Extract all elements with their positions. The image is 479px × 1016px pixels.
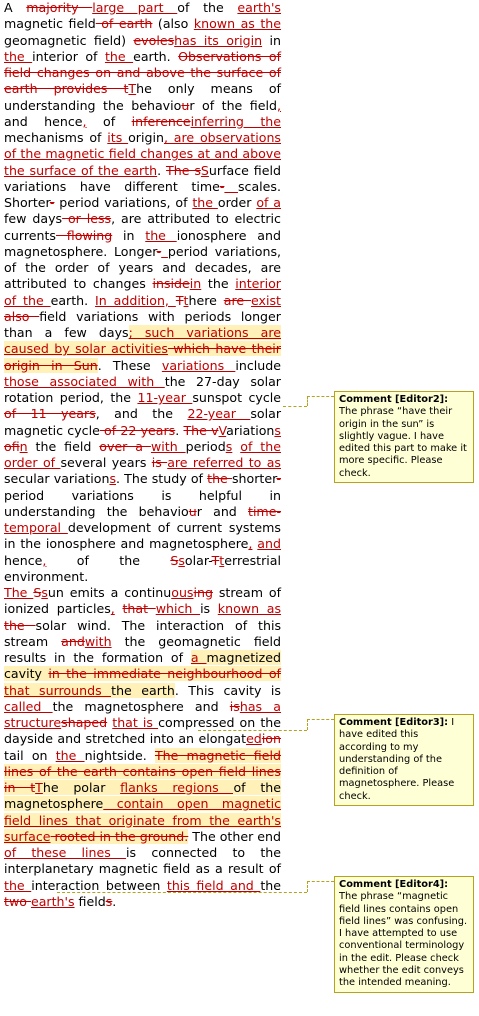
plain-text: secular variation bbox=[4, 471, 110, 487]
comment-connector-line bbox=[307, 396, 308, 406]
inserted-text: , bbox=[42, 552, 47, 568]
deleted-text: which have their origin in Sun bbox=[4, 341, 281, 373]
inserted-text: are referred to as bbox=[167, 455, 281, 470]
comment-label: Comment [Editor4]: bbox=[339, 879, 449, 890]
commented-text: magnetized cavity bbox=[4, 650, 281, 682]
comment-connector-line bbox=[307, 881, 308, 892]
deleted-text: is bbox=[229, 698, 240, 714]
inserted-text: exist bbox=[251, 292, 281, 308]
deleted-text: S bbox=[33, 585, 42, 600]
document-body bbox=[4, 0, 281, 910]
inserted-text: The bbox=[4, 585, 34, 600]
plain-text: include bbox=[235, 357, 281, 373]
inserted-text: 11-year bbox=[137, 390, 193, 405]
plain-text: solar wind. The interaction of this stream bbox=[4, 617, 282, 649]
deleted-text: - bbox=[219, 178, 225, 194]
deleted-text: T bbox=[211, 552, 220, 568]
deleted-text: of 11 years bbox=[4, 406, 96, 422]
deleted-text: over a bbox=[99, 438, 151, 454]
deleted-text: of 22 years bbox=[99, 422, 176, 438]
plain-text: un emits a continu bbox=[47, 585, 172, 600]
plain-text: The other end bbox=[188, 828, 281, 844]
inserted-text: , bbox=[248, 536, 253, 552]
plain-text: interior of bbox=[32, 48, 105, 64]
plain-text: several years bbox=[60, 455, 152, 470]
plain-text: . This cavity is bbox=[174, 682, 281, 698]
deleted-text: - bbox=[156, 243, 162, 259]
plain-text: origin bbox=[128, 130, 164, 145]
inserted-text: In addition, bbox=[95, 292, 176, 308]
comment-connector-line bbox=[307, 719, 308, 730]
deleted-text: also bbox=[4, 308, 40, 324]
inserted-text: the bbox=[145, 227, 177, 243]
comment-connector-line bbox=[307, 881, 334, 882]
inserted-text: known as the bbox=[193, 16, 282, 32]
inserted-text bbox=[161, 244, 168, 259]
inserted-text: in bbox=[189, 276, 202, 292]
plain-text: mechanisms of bbox=[4, 130, 108, 145]
plain-text: in bbox=[262, 32, 282, 48]
inserted-text: T bbox=[35, 780, 43, 795]
plain-text: is bbox=[200, 601, 218, 617]
deleted-text: u bbox=[181, 97, 190, 113]
plain-text: ionosphere and magnetosphere. Longer bbox=[4, 227, 281, 259]
plain-text: the bbox=[201, 276, 236, 292]
plain-text: the geomagnetic field results in the formation of bbox=[4, 633, 281, 665]
comment-balloon-editor2[interactable] bbox=[334, 391, 474, 483]
deleted-text: evoles bbox=[133, 32, 175, 48]
plain-text: A bbox=[4, 0, 27, 15]
plain-text: nightside. bbox=[84, 747, 155, 763]
plain-text: of the bbox=[46, 552, 171, 568]
plain-text: urface field variations have different time bbox=[4, 162, 281, 194]
deleted-text: of earth bbox=[95, 16, 153, 32]
inserted-text: earth's bbox=[237, 0, 281, 15]
plain-text: . The study of bbox=[116, 471, 208, 487]
plain-text: the 27-day solar rotation period, the bbox=[4, 373, 281, 405]
comment-balloon-editor4[interactable] bbox=[334, 876, 474, 993]
inserted-text: its bbox=[107, 130, 129, 145]
plain-text: , and the bbox=[95, 406, 188, 422]
inserted-text: s bbox=[41, 585, 48, 600]
inserted-text: t bbox=[183, 292, 189, 308]
inserted-text: with bbox=[84, 633, 112, 649]
plain-text: few days bbox=[4, 211, 63, 227]
paragraph-solar-wind bbox=[4, 585, 281, 910]
comment-highlight bbox=[120, 780, 233, 795]
deleted-text: shaped bbox=[61, 715, 108, 730]
inserted-text: called bbox=[4, 698, 53, 714]
plain-text: in bbox=[112, 227, 146, 243]
deleted-text: majority bbox=[26, 0, 93, 15]
inserted-text: and bbox=[257, 536, 281, 552]
inserted-text: has a structure bbox=[4, 698, 282, 730]
comment-label: Comment [Editor2]: bbox=[339, 394, 449, 405]
plain-text: interaction between bbox=[31, 877, 167, 893]
inserted-text: which bbox=[155, 601, 201, 617]
inserted-text: T bbox=[128, 81, 137, 97]
inserted-text: this field and bbox=[166, 877, 261, 893]
plain-text: of bbox=[86, 113, 132, 129]
comment-highlight bbox=[43, 780, 120, 795]
comment-connector-line bbox=[307, 719, 334, 720]
inserted-text: those associated with bbox=[4, 373, 165, 389]
paragraph-geomagnetic-field bbox=[4, 0, 281, 585]
plain-text: earth. bbox=[50, 292, 96, 308]
deleted-text: T bbox=[175, 292, 184, 308]
deleted-text: S bbox=[170, 552, 179, 568]
deleted-text: inside bbox=[152, 276, 190, 292]
plain-text: order bbox=[217, 195, 257, 210]
comment-connector-line bbox=[198, 730, 307, 731]
plain-text: here bbox=[188, 292, 224, 308]
comment-text: The phrase “magnetic field lines contains open field lines” was confusing. I have attempted to use conventional terminology in the edit. Please check whether the edit conveys the intended meaning. bbox=[339, 891, 468, 989]
plain-text: . These bbox=[97, 357, 162, 373]
plain-text: errestrial environment. bbox=[4, 552, 281, 584]
comment-highlight bbox=[111, 683, 175, 698]
comment-balloon-editor3[interactable] bbox=[334, 714, 474, 806]
deleted-text: s bbox=[105, 893, 113, 909]
plain-text: . bbox=[175, 422, 184, 438]
plain-text: scales. Shorter bbox=[4, 178, 281, 210]
inserted-text: flanks regions bbox=[120, 780, 234, 795]
inserted-text: ous bbox=[171, 585, 194, 600]
plain-text: period variations is helpful in understanding the behavio bbox=[4, 487, 281, 519]
inserted-text: in bbox=[19, 438, 28, 454]
deleted-text: in the immediate neighbourhood of bbox=[48, 666, 281, 682]
inserted-text: the bbox=[4, 48, 33, 64]
inserted-text: inferring the bbox=[190, 113, 281, 129]
plain-text: the bbox=[260, 877, 282, 893]
commented-text: the earth bbox=[111, 682, 175, 698]
deleted-text: flowing bbox=[56, 227, 113, 243]
deleted-text: two bbox=[4, 893, 31, 909]
inserted-text: S bbox=[200, 162, 209, 178]
deleted-text: the bbox=[207, 471, 232, 487]
commented-text: he polar bbox=[42, 780, 121, 795]
comment-text: I have edited this according to my understanding of the definition of magnetosphere. Please check. bbox=[339, 717, 455, 802]
deleted-text: The magnetic field lines of the earth contains open field lines in t bbox=[4, 747, 281, 795]
deleted-text: are bbox=[223, 292, 251, 308]
inserted-text: the bbox=[192, 195, 218, 210]
deleted-text: or less bbox=[62, 211, 112, 227]
inserted-text: earth's bbox=[30, 893, 75, 909]
inserted-text: that is bbox=[112, 715, 159, 730]
deleted-text: the bbox=[4, 617, 36, 633]
plain-text: field variations with periods longer than a few days bbox=[4, 308, 281, 340]
plain-text: is connected to the interplanetary magnetic field as a result of bbox=[4, 845, 281, 877]
inserted-text: variations bbox=[161, 357, 236, 373]
inserted-text: of these lines bbox=[4, 845, 127, 860]
deleted-text: inference bbox=[131, 113, 191, 129]
plain-text: development of current systems in the ionosphere and magnetosphere bbox=[4, 520, 281, 552]
inserted-text: with bbox=[150, 438, 186, 454]
plain-text: olar- bbox=[184, 552, 212, 568]
plain-text: tail on bbox=[4, 747, 56, 763]
inserted-text: the bbox=[104, 48, 134, 64]
inserted-text: s bbox=[109, 471, 117, 487]
inserted-text: that surrounds bbox=[4, 682, 112, 698]
plain-text: solar magnetic cycle bbox=[4, 406, 282, 438]
deleted-text: ion bbox=[261, 731, 281, 747]
inserted-text: V bbox=[218, 422, 227, 438]
plain-text: shorter bbox=[231, 471, 277, 487]
comment-highlight bbox=[191, 650, 207, 665]
inserted-text: has its origin bbox=[174, 32, 263, 48]
comment-text: The phrase “have their origin in the sun” is slightly vague. I have edited this part to make it more specific. Please check. bbox=[339, 406, 467, 479]
deleted-text: Observations of field changes on and above the surface of earth provides t bbox=[4, 48, 281, 97]
plain-text: . bbox=[157, 162, 167, 178]
plain-text: , are attributed to electric currents bbox=[4, 211, 281, 243]
plain-text: field bbox=[74, 893, 106, 909]
plain-text: the magnetosphere and bbox=[52, 698, 230, 714]
deleted-text: - bbox=[49, 195, 55, 210]
inserted-text: s bbox=[274, 422, 281, 438]
comment-connector-line bbox=[283, 406, 307, 407]
inserted-text: , bbox=[82, 113, 87, 129]
comment-label: Comment [Editor3]: bbox=[339, 717, 449, 728]
plain-text: . bbox=[112, 893, 117, 909]
inserted-text: large part bbox=[92, 0, 178, 15]
inserted-text: 22-year bbox=[187, 406, 251, 422]
deleted-text: is bbox=[151, 455, 168, 470]
comment-highlight bbox=[4, 683, 111, 698]
inserted-text bbox=[224, 179, 238, 194]
plain-text: he only means of understanding the behavio bbox=[4, 81, 281, 113]
inserted-text: temporal bbox=[4, 520, 68, 535]
deleted-text: of bbox=[4, 438, 20, 454]
plain-text: geomagnetic field) bbox=[4, 32, 134, 48]
deleted-text: rooted in the ground. bbox=[50, 828, 189, 844]
inserted-text: a bbox=[190, 650, 207, 665]
plain-text: of the bbox=[177, 0, 238, 15]
plain-text: earth. bbox=[133, 48, 179, 64]
comment-connector-line bbox=[57, 892, 307, 893]
plain-text: period bbox=[185, 438, 226, 454]
plain-text: the field bbox=[27, 438, 100, 454]
plain-text: and hence bbox=[4, 113, 83, 129]
inserted-text: of the order of bbox=[4, 438, 281, 470]
inserted-text: , bbox=[276, 97, 281, 113]
inserted-text: the bbox=[4, 877, 32, 893]
deleted-text: that bbox=[122, 601, 156, 617]
deleted-text: The v bbox=[183, 422, 219, 438]
plain-text: (also bbox=[152, 16, 194, 32]
inserted-text: s bbox=[178, 552, 185, 568]
inserted-text: , are observations of the magnetic field changes at and above the surface of the earth bbox=[4, 130, 281, 178]
inserted-text: t bbox=[219, 552, 225, 568]
plain-text: r of the field bbox=[189, 97, 277, 113]
inserted-text: interior of the bbox=[4, 276, 281, 308]
plain-text: r and bbox=[196, 503, 248, 519]
deleted-text: time- bbox=[248, 503, 281, 519]
inserted-text: of a bbox=[256, 195, 282, 210]
comment-highlight bbox=[48, 666, 281, 681]
plain-text: magnetic field bbox=[4, 16, 96, 32]
deleted-text: and bbox=[61, 633, 85, 649]
plain-text: ariation bbox=[226, 422, 275, 438]
inserted-text: known as bbox=[217, 601, 281, 617]
deleted-text: The s bbox=[166, 162, 201, 178]
inserted-text: ed bbox=[246, 731, 262, 747]
plain-text: sunspot cycle bbox=[192, 390, 282, 405]
comment-highlight bbox=[35, 780, 43, 795]
plain-text: period variations, of bbox=[54, 195, 193, 210]
commented-text: of the magnetosphere bbox=[4, 780, 281, 812]
inserted-text: ; such variations are caused by solar activities bbox=[4, 325, 281, 357]
inserted-text: contain open magnetic field lines that originate from the earth's surface bbox=[4, 796, 281, 844]
inserted-text: , bbox=[110, 601, 115, 617]
deleted-text: - bbox=[276, 471, 281, 487]
plain-text: hence bbox=[4, 552, 43, 568]
comment-highlight bbox=[51, 829, 189, 844]
inserted-text: s bbox=[225, 438, 233, 454]
inserted-text: the bbox=[55, 747, 85, 763]
deleted-text: ing bbox=[193, 585, 213, 600]
deleted-text: u bbox=[188, 503, 197, 519]
plain-text: stream of ionized particles bbox=[4, 585, 282, 617]
comment-connector-line bbox=[307, 396, 334, 397]
plain-text: period variations, of the order of years and decades, are attributed to changes bbox=[4, 243, 282, 292]
plain-text: compressed on the dayside and stretched into an elongat bbox=[4, 715, 281, 747]
